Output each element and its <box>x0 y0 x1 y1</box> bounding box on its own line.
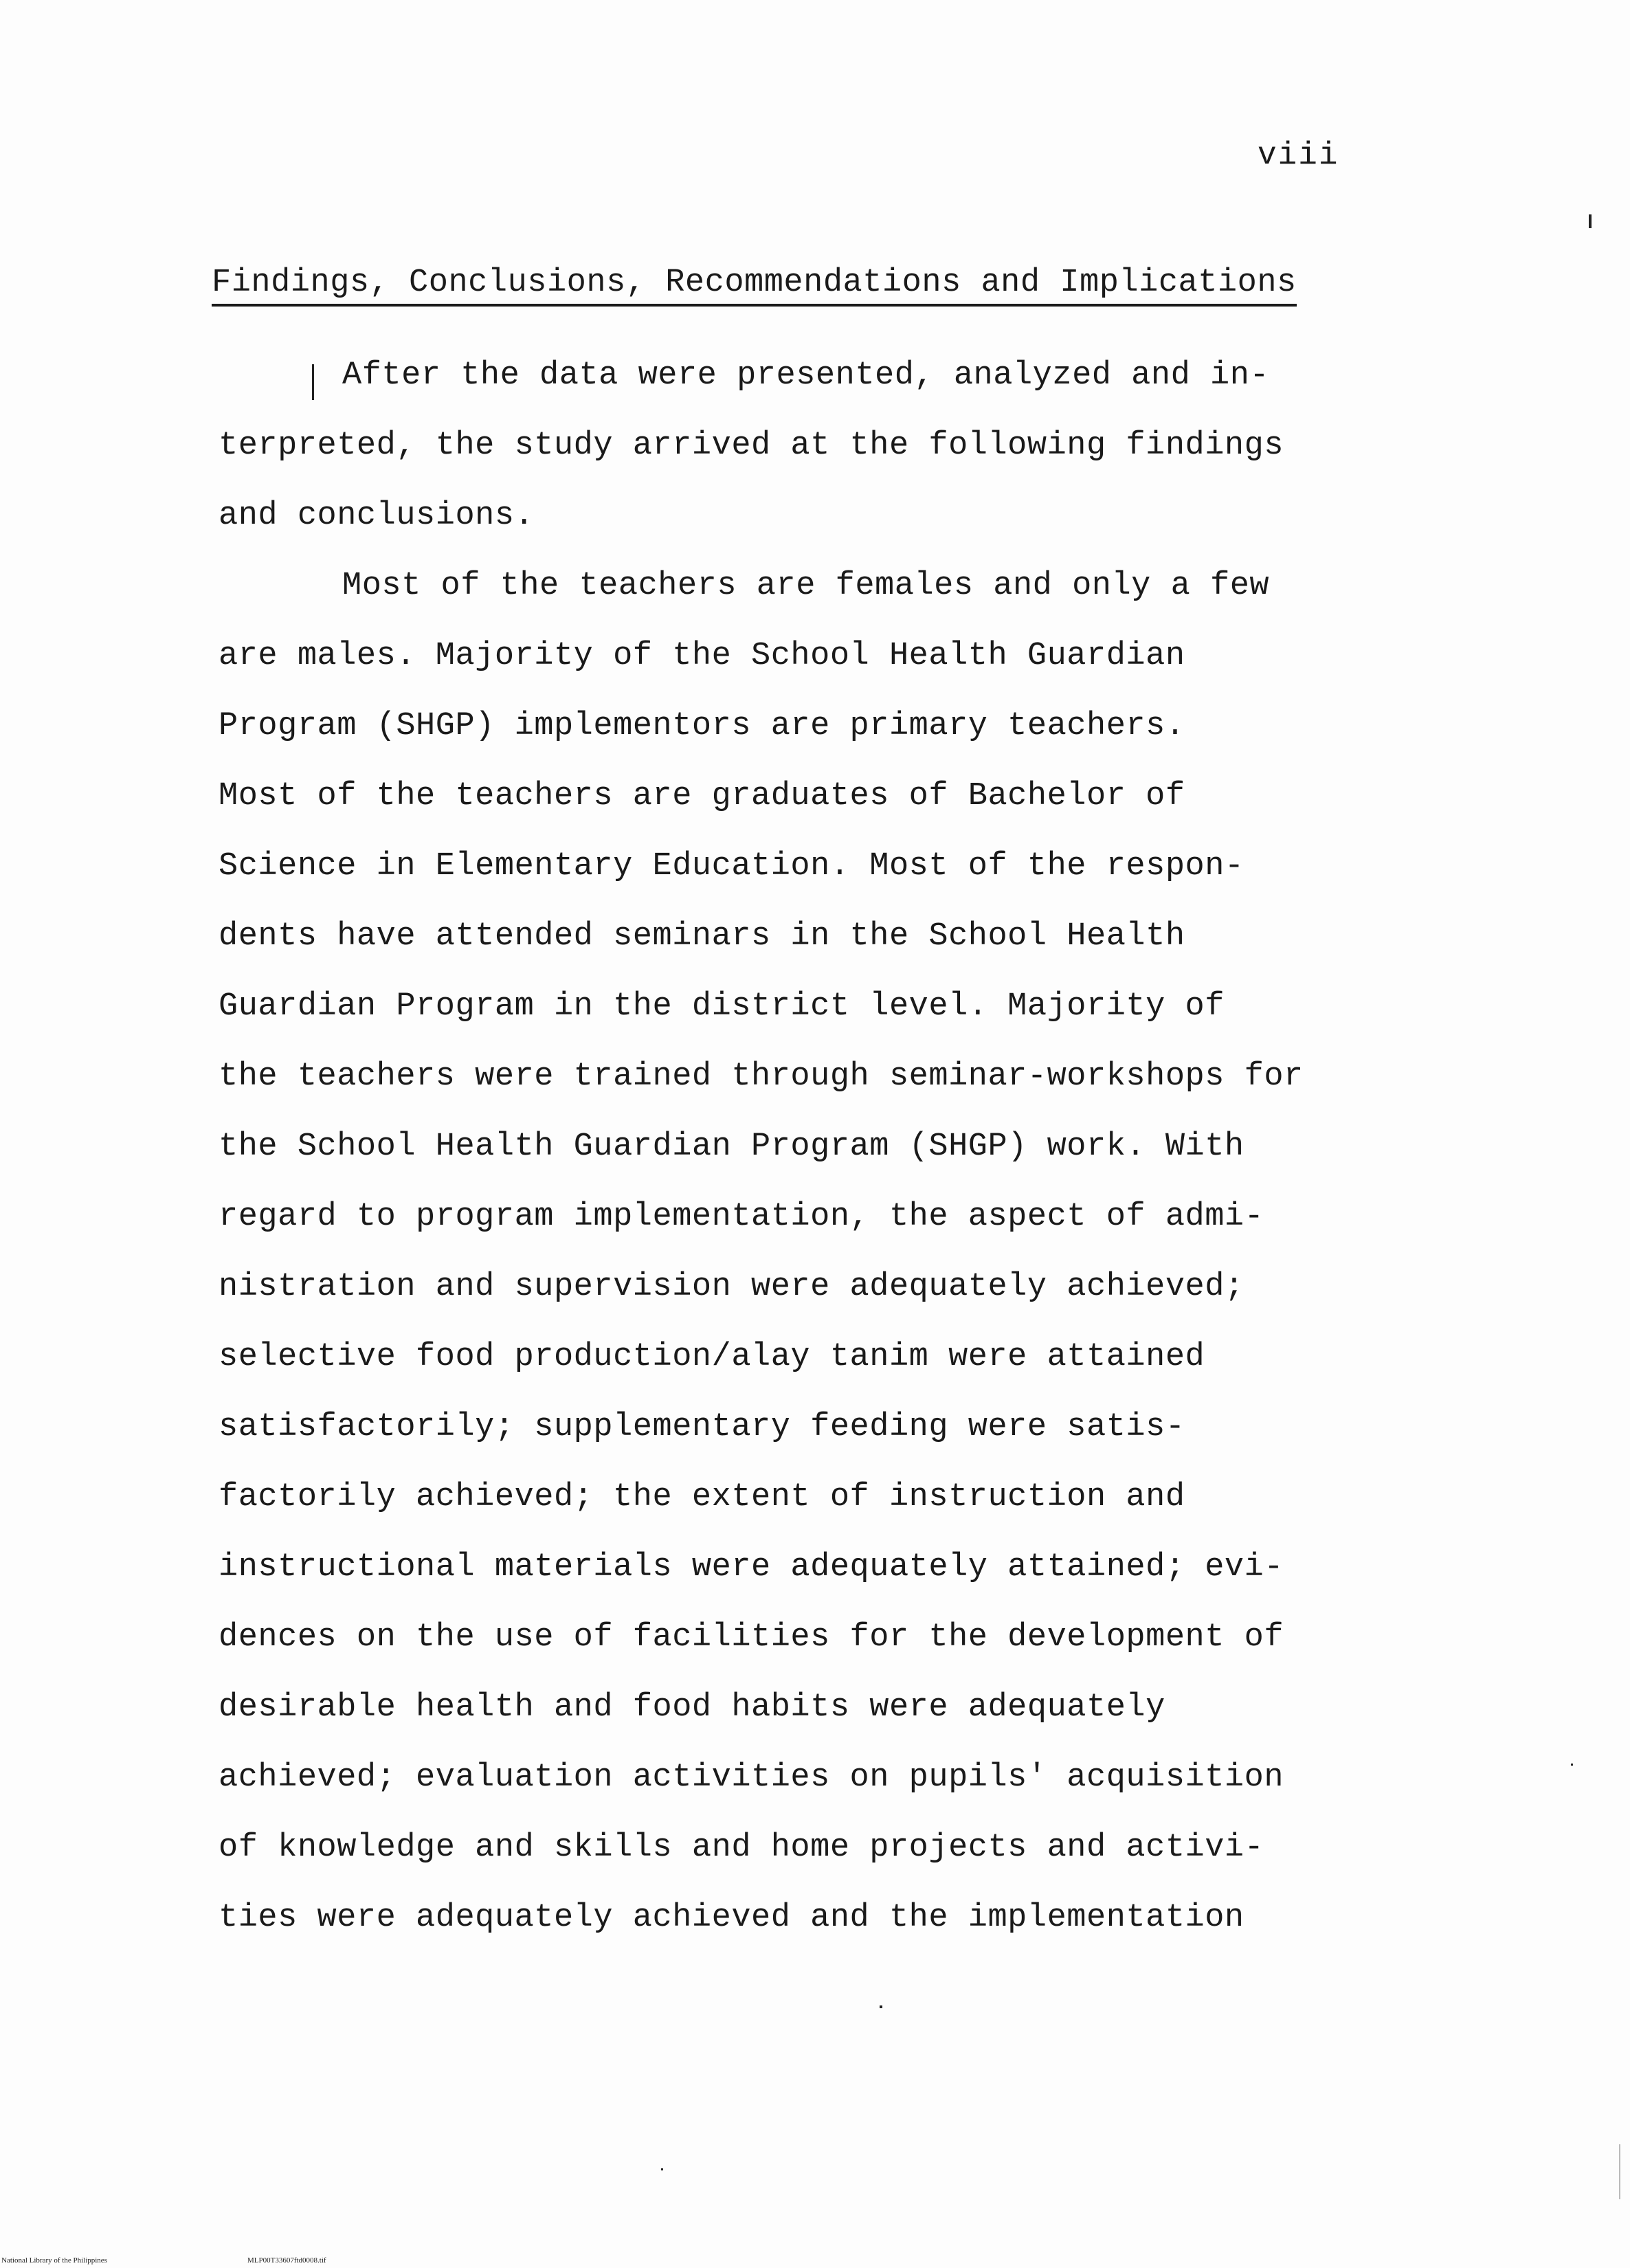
body-line: satisfactorily; supplementary feeding were satis- <box>219 1409 1185 1445</box>
body-line: factorily achieved; the extent of instruction and <box>219 1479 1185 1515</box>
body-line: desirable health and food habits were adequately <box>219 1689 1165 1726</box>
section-heading: Findings, Conclusions, Recommendations and Implications <box>212 265 1297 307</box>
body-line: of knowledge and skills and home projects and activi- <box>219 1830 1264 1866</box>
page-number: viii <box>1258 137 1339 173</box>
body-line: instructional materials were adequately attained; evi- <box>219 1549 1284 1586</box>
body-line: are males. Majority of the School Health Guardian <box>219 638 1185 674</box>
body-line: After the data were presented, analyzed and in- <box>342 357 1270 394</box>
body-line: Science in Elementary Education. Most of the respon- <box>219 848 1244 885</box>
scan-edge-mark <box>1619 2144 1620 2199</box>
body-line: Program (SHGP) implementors are primary teachers. <box>219 708 1185 744</box>
body-line: ties were adequately achieved and the implementation <box>219 1900 1244 1936</box>
footer-library-name: National Library of the Philippines <box>1 2256 107 2265</box>
body-line: dents have attended seminars in the School Health <box>219 918 1185 955</box>
body-line: achieved; evaluation activities on pupils' acquisition <box>219 1759 1284 1796</box>
body-line: and conclusions. <box>219 498 535 534</box>
scan-speck <box>661 2168 663 2170</box>
footer-file-id: MLP00T33607ftd0008.tif <box>247 2256 326 2265</box>
body-line: the teachers were trained through seminar-workshops for <box>219 1058 1304 1095</box>
scan-speck <box>880 2005 882 2008</box>
body-line: Most of the teachers are graduates of Bachelor of <box>219 778 1185 814</box>
body-line: Guardian Program in the district level. Majority of <box>219 988 1225 1025</box>
body-line: the School Health Guardian Program (SHGP) work. With <box>219 1129 1244 1165</box>
body-line: selective food production/alay tanim were attained <box>219 1339 1205 1375</box>
body-line: dences on the use of facilities for the development of <box>219 1619 1284 1656</box>
margin-mark <box>1589 214 1592 228</box>
body-line: terpreted, the study arrived at the following findings <box>219 427 1284 464</box>
body-line: regard to program implementation, the aspect of admi- <box>219 1199 1264 1235</box>
body-line: Most of the teachers are females and only a few <box>342 568 1270 604</box>
body-line: nistration and supervision were adequately achieved; <box>219 1269 1244 1305</box>
paragraph-bracket-mark <box>312 364 314 400</box>
scan-speck <box>1571 1764 1573 1766</box>
